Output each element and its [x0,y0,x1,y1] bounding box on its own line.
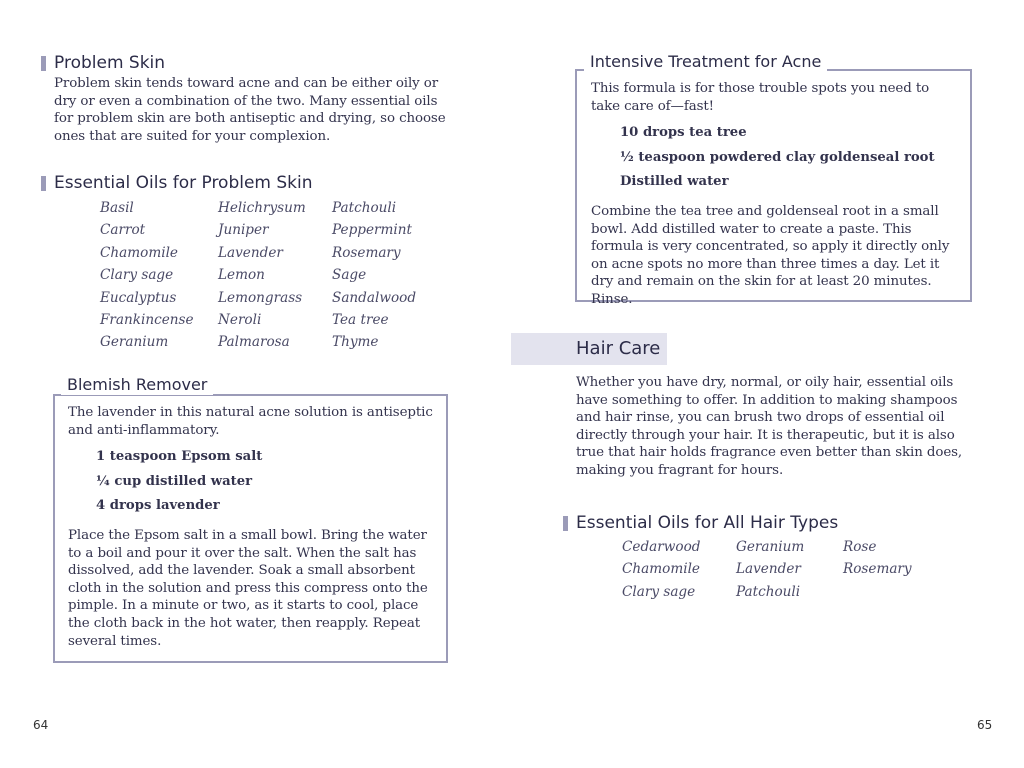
ingredient-item: 4 drops lavender [96,498,220,514]
hair-care-heading: Hair Care [576,338,661,359]
oil-item: Lemon [218,267,265,284]
oil-item: Lemongrass [218,289,303,306]
oil-item: Thyme [332,334,379,351]
oil-item: Chamomile [622,561,700,578]
heading-marker [563,516,568,531]
oil-item: Frankincense [100,312,194,329]
oil-item: Chamomile [100,244,178,261]
oil-item: Lavender [218,244,283,261]
acne-treatment-title: Intensive Treatment for Acne [584,52,827,72]
oil-item: Basil [100,200,134,216]
oil-item: Clary sage [622,583,696,600]
oils-problem-skin-list [100,197,452,354]
heading-marker [41,176,46,191]
oils-hair-list [622,536,943,603]
problem-skin-paragraph: Problem skin tends toward acne and can be either oily or dry or even a combination of the two. Many essential oils for problem skin are both antiseptic and drying, so choose ones that are suited for your complexion. [54,76,446,144]
page-number-right: 65 [977,718,993,732]
oils-problem-skin-title: Essential Oils for Problem Skin [54,173,313,193]
heading-marker [41,56,46,71]
acne-treatment-directions: Combine the tea tree and goldenseal root in a small bowl. Add distilled water to create a paste. This formula is very concentrated, so apply it directly only on acne spots no more than three times a day. Let it dry and remain on the skin for at least 20 minutes. Rinse. [591,204,950,307]
page-number-left: 64 [33,718,49,732]
oil-item: Rose [843,539,877,555]
ingredient-item: 10 drops tea tree [620,125,747,140]
oil-item [843,581,943,603]
hair-care-paragraph: Whether you have dry, normal, or oily hair, essential oils have something to offer. In addition to making shampoos and hair rinse, you can brush two drops of essential oil directly through your hair. It is therapeutic, but it is also true that hair holds fragrance even better than skin does, making you fragrant for hours. [576,375,963,478]
oil-item: Palmarosa [218,334,290,351]
oil-item: Clary sage [100,267,174,284]
problem-skin-title: Problem Skin [54,53,166,73]
oil-item: Rosemary [843,561,912,578]
blemish-remover-intro: The lavender in this natural acne solution is antiseptic and anti-inflammatory. [68,405,433,438]
oil-item: Helichrysum [218,200,306,216]
oil-item: Patchouli [332,200,397,216]
ingredient-item: ¼ cup distilled water [96,473,253,489]
oil-item: Juniper [218,222,269,239]
oil-item: Geranium [736,539,805,555]
ingredient-item: Distilled water [620,174,729,190]
oils-problem-skin-heading [41,173,361,193]
ingredient-item: ½ teaspoon powdered clay goldenseal root [620,149,935,165]
oil-item: Tea tree [332,312,389,329]
oil-item: Geranium [100,334,169,351]
blemish-remover-directions: Place the Epsom salt in a small bowl. Bring the water to a boil and pour it over the salt. When the salt has dissolved, add the lavender. Soak a small absorbent cloth in the solution and press this compress onto the pimple. In a minute or two, as it starts to cool, place the cloth back in the hot water, then reapply. Repeat several times. [68,528,428,649]
oil-item: Sage [332,267,367,284]
oil-item: Sandalwood [332,289,417,306]
acne-treatment-intro: This formula is for those trouble spots you need to take care of—fast! [591,81,930,114]
acne-treatment-ingredients [620,121,935,195]
oil-item: Neroli [218,312,262,329]
ingredient-item: 1 teaspoon Epsom salt [96,449,263,464]
oils-hair-heading [563,513,863,533]
oil-item: Patchouli [736,583,801,600]
oil-item: Eucalyptus [100,289,177,306]
oil-item: Peppermint [332,222,412,239]
oil-item: Carrot [100,222,146,239]
blemish-remover-ingredients [96,445,262,519]
oil-item: Cedarwood [622,539,701,555]
oil-item: Lavender [736,561,801,578]
blemish-remover-title: Blemish Remover [61,375,213,395]
problem-skin-heading [41,53,341,73]
oils-hair-title: Essential Oils for All Hair Types [576,513,839,533]
oil-item: Rosemary [332,244,401,261]
